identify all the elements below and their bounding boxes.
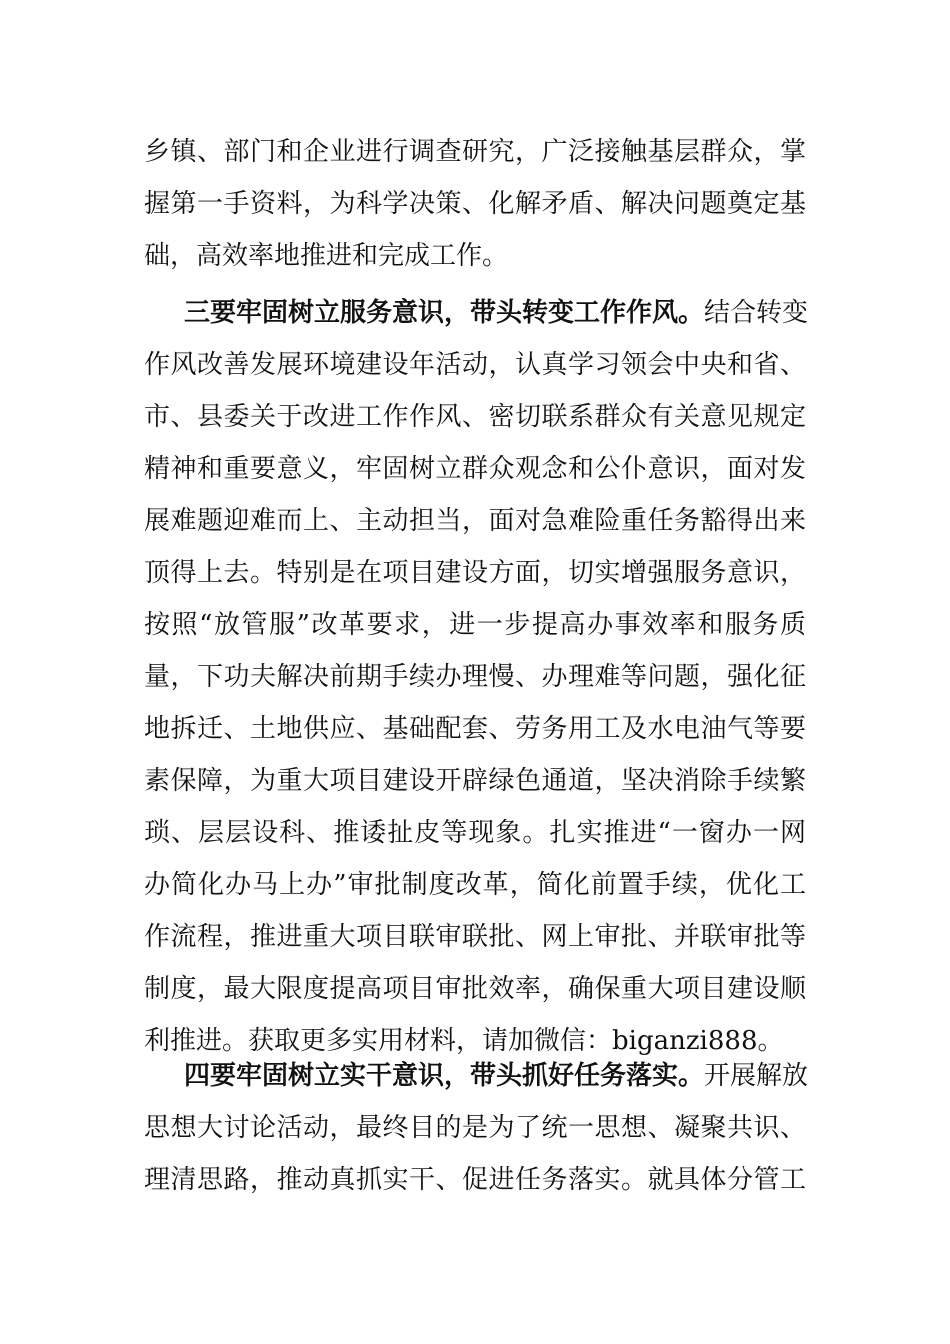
paragraph-2-first-line-rest: 结合转变 xyxy=(704,298,809,328)
paragraph-2-line: 按照“放管服”改革要求，进一步提高办事效率和服务质 xyxy=(144,610,806,640)
paragraph-2-line: 精神和重要意义，牢固树立群众观念和公仆意识，面对发 xyxy=(144,454,806,484)
paragraph-1-line: 乡镇、部门和企业进行调查研究，广泛接触基层群众，掌 xyxy=(144,137,806,167)
paragraph-1-line: 握第一手资料，为科学决策、化解矛盾、解决问题奠定基 xyxy=(144,189,806,219)
paragraph-2-line: 办简化办马上办”审批制度改革，简化前置手续，优化工 xyxy=(144,870,806,900)
paragraph-2-line: 顶得上去。特别是在项目建设方面，切实增强服务意识， xyxy=(144,558,806,588)
paragraph-2-line: 展难题迎难而上、主动担当，面对急难险重任务豁得出来 xyxy=(144,506,806,536)
paragraph-3-line: 思想大讨论活动，最终目的是为了统一思想、凝聚共识、 xyxy=(144,1113,806,1143)
paragraph-2-line: 琐、层层设科、推诿扯皮等现象。扎实推进“一窗办一网 xyxy=(144,818,806,848)
paragraph-3-heading: 四要牢固树立实干意识，带头抓好任务落实。 xyxy=(184,1061,705,1091)
paragraph-2-heading: 三要牢固树立服务意识，带头转变工作作风。 xyxy=(184,298,705,328)
paragraph-1-line: 础，高效率地推进和完成工作。 xyxy=(144,241,509,271)
paragraph-2-line: 作风改善发展环境建设年活动，认真学习领会中央和省、 xyxy=(144,350,806,380)
paragraph-2-line: 地拆迁、土地供应、基础配套、劳务用工及水电油气等要 xyxy=(144,714,806,744)
paragraph-2-first-line xyxy=(144,287,809,339)
paragraph-2-line: 量，下功夫解决前期手续办理慢、办理难等问题，强化征 xyxy=(144,662,806,692)
paragraph-3-first-line-rest: 开展解放 xyxy=(704,1061,809,1091)
paragraph-2-line: 利推进。获取更多实用材料，请加微信：biganzi888。 xyxy=(144,1026,784,1056)
paragraph-1 xyxy=(144,126,806,282)
paragraph-2 xyxy=(144,287,809,1067)
paragraph-3-line: 理清思路，推动真抓实干、促进任务落实。就具体分管工 xyxy=(144,1165,806,1195)
paragraph-3 xyxy=(144,1050,809,1206)
paragraph-2-line: 制度，最大限度提高项目审批效率，确保重大项目建设顺 xyxy=(144,974,806,1004)
paragraph-2-line: 素保障，为重大项目建设开辟绿色通道，坚决消除手续繁 xyxy=(144,766,806,796)
paragraph-2-line: 作流程，推进重大项目联审联批、网上审批、并联审批等 xyxy=(144,922,806,952)
paragraph-2-line: 市、县委关于改进工作作风、密切联系群众有关意见规定 xyxy=(144,402,806,432)
paragraph-3-first-line xyxy=(144,1050,809,1102)
